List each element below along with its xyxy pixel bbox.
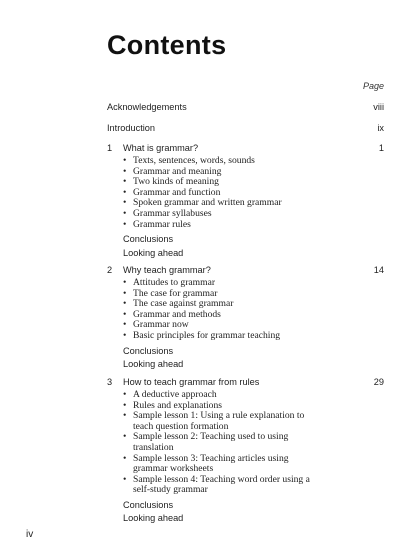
- looking-ahead-label: Looking ahead: [123, 247, 184, 258]
- chapter-number: 2: [107, 265, 113, 275]
- section-item: • Rules and explanations: [123, 401, 323, 412]
- entry-page: viii: [373, 102, 384, 112]
- conclusions-label: Conclusions: [123, 499, 174, 510]
- chapter-page: 1: [378, 143, 384, 153]
- conclusions-label: Conclusions: [123, 234, 174, 245]
- section-list: [107, 390, 384, 496]
- conclusions-label: Conclusions: [123, 345, 174, 356]
- entry-title: Acknowledgements: [107, 102, 187, 112]
- entry-page: ix: [377, 123, 384, 133]
- page-column-label: Page: [362, 81, 384, 91]
- section-item: • Texts, sentences, words, sounds: [123, 156, 323, 167]
- chapter-title: How to teach grammar from rules: [123, 377, 260, 387]
- section-item: • The case for grammar: [123, 289, 323, 300]
- section-list: [107, 156, 384, 230]
- section-item: • Grammar rules: [123, 220, 323, 231]
- chapter-1: [107, 143, 384, 260]
- section-item: • Sample lesson 3: Teaching articles using grammar worksheets: [123, 454, 323, 475]
- section-item: • Two kinds of meaning: [123, 177, 323, 188]
- section-item: • Basic principles for grammar teaching: [123, 331, 323, 342]
- chapter-title: What is grammar?: [123, 143, 199, 153]
- looking-ahead-label: Looking ahead: [123, 513, 184, 524]
- section-item: • A deductive approach: [123, 390, 323, 401]
- entry-title: Introduction: [107, 123, 156, 133]
- chapter-number: 1: [107, 143, 113, 153]
- section-item: • Grammar and meaning: [123, 167, 323, 178]
- section-item: • Grammar and methods: [123, 310, 323, 321]
- toc-entry-introduction[interactable]: [107, 123, 384, 133]
- section-item: • The case against grammar: [123, 299, 323, 310]
- section-item: • Sample lesson 4: Teaching word order using a self-study grammar: [123, 475, 323, 496]
- section-item: • Attitudes to grammar: [123, 278, 323, 289]
- section-item: • Sample lesson 1: Using a rule explanation to teach question formation: [123, 411, 323, 432]
- chapter-title: Why teach grammar?: [123, 265, 211, 275]
- section-item: • Spoken grammar and written grammar: [123, 198, 323, 209]
- chapter-page: 14: [373, 265, 384, 275]
- section-item: • Grammar syllabuses: [123, 209, 323, 220]
- page-folio: iv: [26, 529, 34, 540]
- section-item: • Grammar and function: [123, 188, 323, 199]
- section-list: [107, 278, 384, 342]
- page-title: Contents: [107, 30, 227, 60]
- chapter-3: [107, 377, 384, 526]
- section-item: • Sample lesson 2: Teaching used to using translation: [123, 432, 323, 453]
- looking-ahead-label: Looking ahead: [123, 359, 184, 370]
- chapter-page: 29: [373, 377, 384, 387]
- section-item: • Grammar now: [123, 320, 323, 331]
- chapter-number: 3: [107, 377, 113, 387]
- chapter-2: [107, 265, 384, 372]
- toc-entry-acknowledgements[interactable]: [107, 102, 384, 112]
